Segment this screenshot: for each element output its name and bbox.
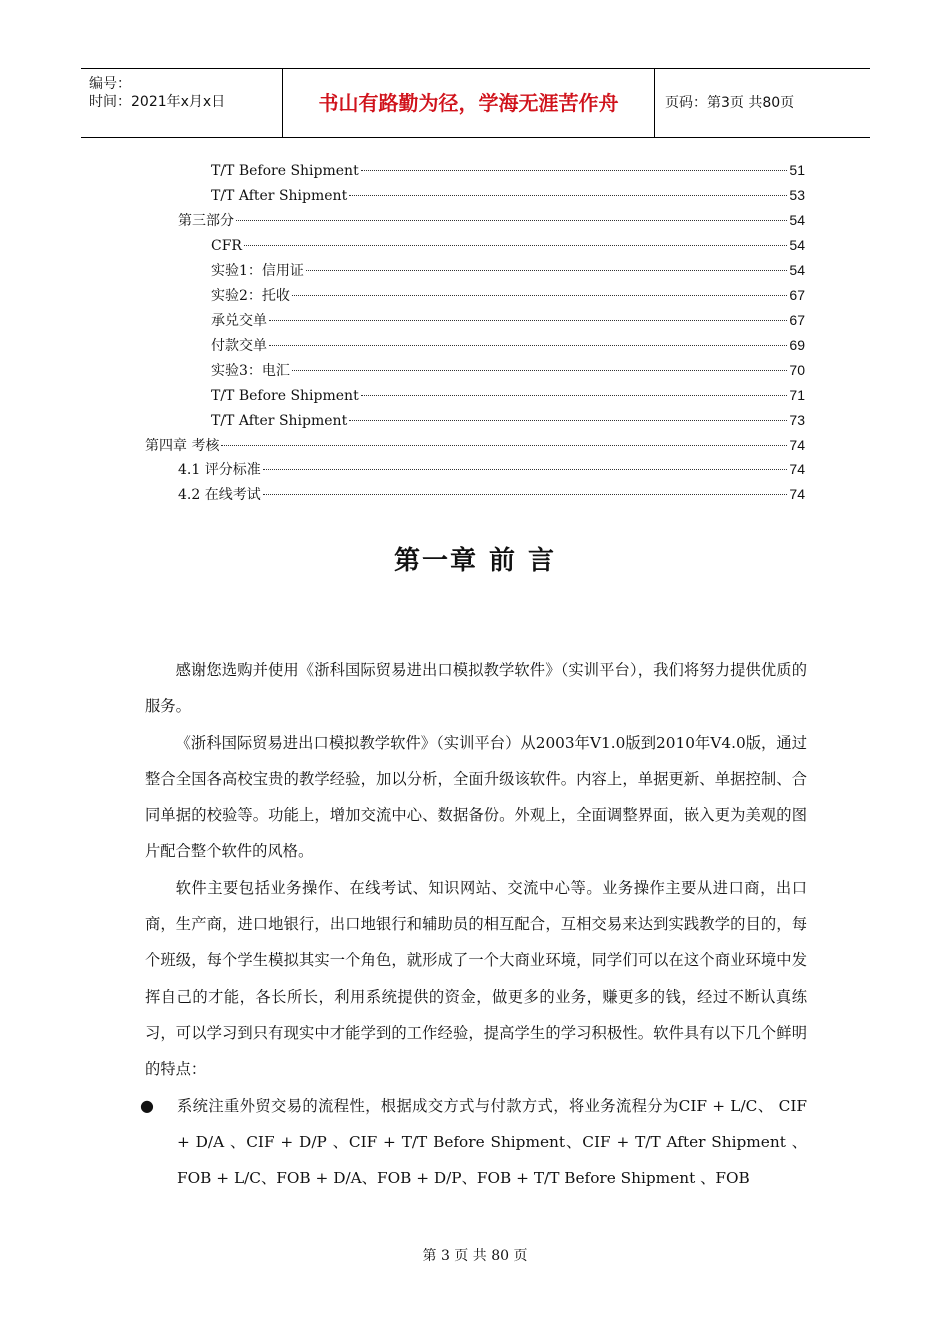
- toc-entry-page: 74: [789, 437, 805, 453]
- toc-entry-page: 69: [789, 337, 805, 353]
- body-text: [140, 652, 807, 1196]
- toc-entry-title: CFR: [211, 238, 242, 254]
- toc-entry-page: 74: [789, 486, 805, 502]
- toc-entry-page: 51: [789, 162, 805, 178]
- toc-entry-page: 53: [789, 187, 805, 203]
- chapter-title: 第一章 前 言: [393, 546, 557, 576]
- toc-entry-page: 74: [789, 461, 805, 477]
- bullet-text: 系统注重外贸交易的流程性，根据成交方式与付款方式，将业务流程分为CIF + L/C、 CIF + D/A 、CIF + D/P 、CIF + T/T Before Shipment、CIF + T/T After Shipment 、FOB + L/C、FOB + D/A、FOB + D/P、FOB + T/T Before Shipment 、FOB: [177, 1096, 807, 1188]
- toc-entry-title: T/T Before Shipment: [211, 388, 359, 404]
- paragraph: 感谢您选购并使用《浙科国际贸易进出口模拟教学软件》（实训平台），我们将努力提供优质的服务。: [145, 661, 807, 716]
- toc-entry-title: 4.2 在线考试: [178, 487, 261, 503]
- toc-entry[interactable]: [211, 408, 805, 432]
- toc-entry-title: 承兑交单: [211, 313, 267, 329]
- toc-entry-title: 实验3：电汇: [211, 363, 290, 379]
- toc-entry-title: T/T After Shipment: [211, 413, 348, 429]
- toc-entry[interactable]: [178, 208, 805, 232]
- paragraph: 《浙科国际贸易进出口模拟教学软件》（实训平台）从2003年V1.0版到2010年V4.0版，通过整合全国各高校宝贵的教学经验，加以分析，全面升级该软件。内容上，单据更新、单据控制、合同单据的校验等。功能上，增加交流中心、数据备份。外观上，全面调整界面，嵌入更为美观的图片配合整个软件的风格。: [145, 733, 807, 861]
- toc-leader: [292, 370, 788, 371]
- toc-entry-title: T/T After Shipment: [211, 188, 348, 204]
- toc-entry-page: 71: [789, 387, 805, 403]
- toc-leader: [361, 395, 788, 396]
- header-page-info: 页码：第3页 共80页: [665, 95, 795, 111]
- toc-entry[interactable]: [211, 183, 805, 207]
- number-label: 编号：: [89, 76, 131, 92]
- toc-entry[interactable]: [178, 457, 805, 481]
- toc-entry-page: 54: [789, 237, 805, 253]
- header-meta-cell: [81, 69, 283, 137]
- toc-leader: [361, 170, 788, 171]
- toc-leader: [349, 420, 787, 421]
- date-label: 时间：2021年x月x日: [89, 94, 226, 110]
- toc-entry[interactable]: [178, 482, 805, 506]
- toc-leader: [292, 295, 788, 296]
- toc-entry-page: 70: [789, 362, 805, 378]
- toc-entry[interactable]: [211, 158, 805, 182]
- toc-entry[interactable]: [211, 308, 805, 332]
- header-motto: 书山有路勤为径，学海无涯苦作舟: [283, 69, 655, 137]
- toc-leader: [349, 195, 787, 196]
- toc-entry-title: 实验2：托收: [211, 288, 290, 304]
- toc-entry[interactable]: [211, 333, 805, 357]
- bullet-dot-icon: ●: [140, 1095, 154, 1115]
- toc-entry[interactable]: [211, 283, 805, 307]
- toc-entry[interactable]: [211, 233, 805, 257]
- toc-entry-page: 73: [789, 412, 805, 428]
- bullet-item: [140, 1088, 807, 1197]
- toc-entry[interactable]: [145, 433, 805, 457]
- toc-entry-page: 67: [789, 287, 805, 303]
- toc-entry[interactable]: [211, 383, 805, 407]
- paragraph: 软件主要包括业务操作、在线考试、知识网站、交流中心等。业务操作主要从进口商，出口商，生产商，进口地银行，出口地银行和辅助员的相互配合，互相交易来达到实践教学的目的，每个班级，每个学生模拟其实一个角色，就形成了一个大商业环境，同学们可以在这个商业环境中发挥自己的才能，各长所长，利用系统提供的资金，做更多的业务，赚更多的钱，经过不断认真练习，可以学习到只有现实中才能学到的工作经验，提高学生的学习积极性。软件具有以下几个鲜明的特点：: [145, 878, 807, 1079]
- toc-entry-page: 67: [789, 312, 805, 328]
- toc-entry-title: 4.1 评分标准: [178, 462, 261, 478]
- toc-leader: [269, 320, 787, 321]
- toc-entry-title: 付款交单: [211, 338, 267, 354]
- toc-leader: [263, 469, 788, 470]
- toc-entry[interactable]: [211, 358, 805, 382]
- toc-entry[interactable]: [211, 258, 805, 282]
- page-footer: 第 3 页 共 80 页: [422, 1248, 528, 1264]
- toc-entry-title: 实验1：信用证: [211, 263, 304, 279]
- toc-entry-title: 第四章 考核: [145, 438, 220, 454]
- toc-entry-page: 54: [789, 212, 805, 228]
- toc-leader: [221, 445, 787, 446]
- toc-entry-title: 第三部分: [178, 213, 234, 229]
- toc-leader: [236, 220, 787, 221]
- toc-leader: [244, 245, 787, 246]
- toc-entry-page: 54: [789, 262, 805, 278]
- toc-leader: [263, 494, 788, 495]
- toc-entry-title: T/T Before Shipment: [211, 163, 359, 179]
- page-header: [81, 68, 870, 138]
- toc-leader: [269, 345, 787, 346]
- toc-leader: [306, 270, 788, 271]
